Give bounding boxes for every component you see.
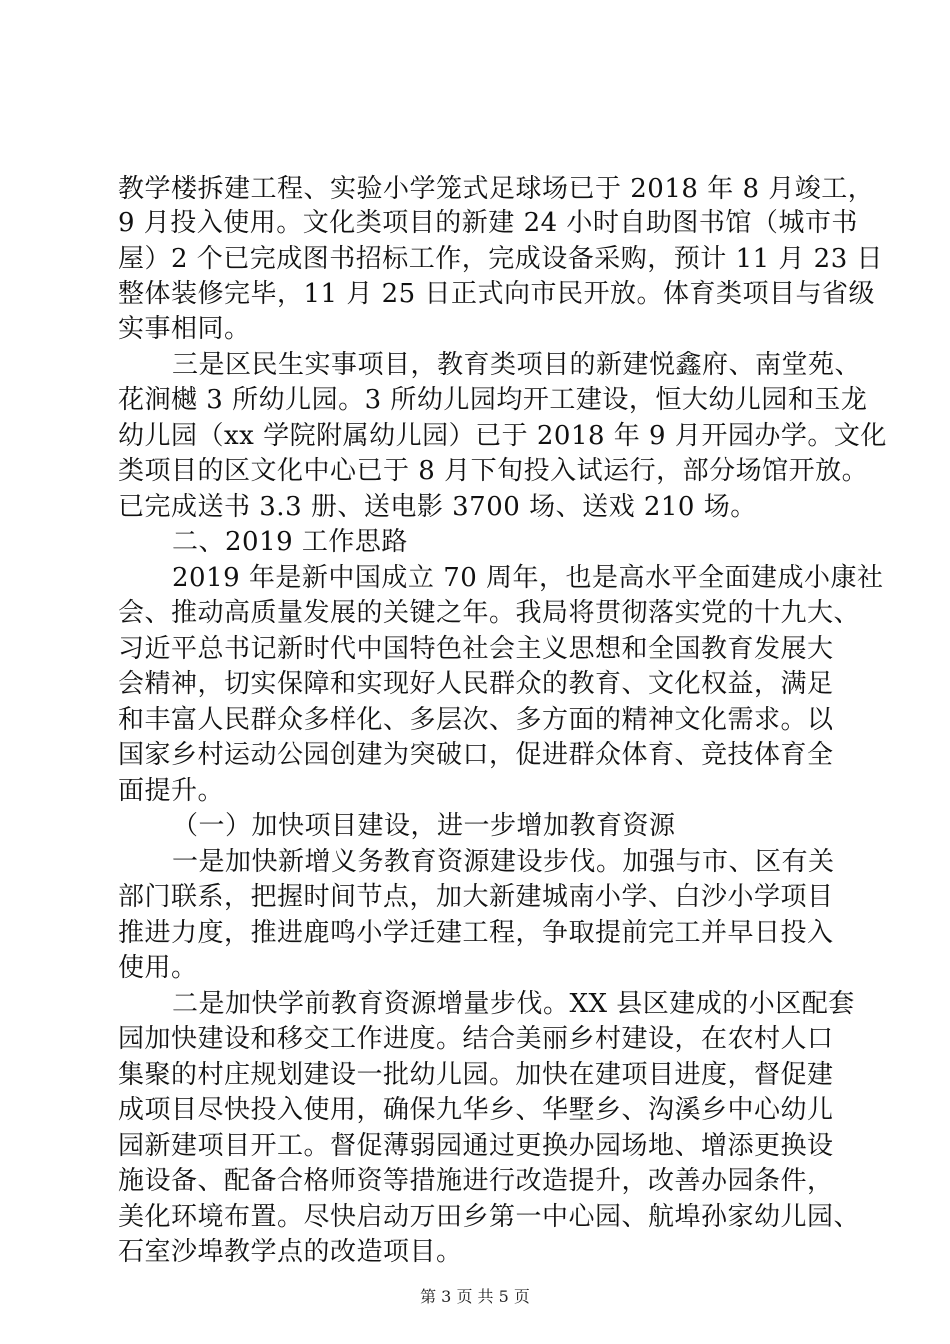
paragraph-line: 整体装修完毕，11 月 25 日正式向市民开放。体育类项目与省级: [118, 279, 875, 309]
paragraph-line: 屋）2 个已完成图书招标工作，完成设备采购，预计 11 月 23 日: [118, 244, 884, 274]
paragraph-line: 石室沙埠教学点的改造项目。: [118, 1237, 463, 1267]
paragraph-line: 类项目的区文化中心已于 8 月下旬投入试运行，部分场馆开放。: [118, 456, 869, 486]
paragraph-line: 成项目尽快投入使用，确保九华乡、华墅乡、沟溪乡中心幼儿: [118, 1095, 834, 1125]
subsection-heading: （一）加快项目建设，进一步增加教育资源: [172, 811, 676, 841]
section-heading: 二、2019 工作思路: [172, 527, 408, 557]
paragraph-line: 会、推动高质量发展的关键之年。我局将贯彻落实党的十九大、: [118, 598, 861, 628]
paragraph-line: 使用。: [118, 953, 198, 983]
paragraph-line: 部门联系，把握时间节点，加大新建城南小学、白沙小学项目: [118, 882, 834, 912]
paragraph-line: 实事相同。: [118, 314, 251, 344]
page-footer: 第 3 页 共 5 页: [420, 1287, 530, 1306]
paragraph-line: 美化环境布置。尽快启动万田乡第一中心园、航埠孙家幼儿园、: [118, 1202, 861, 1232]
paragraph-line: 教学楼拆建工程、实验小学笼式足球场已于 2018 年 8 月竣工，: [118, 174, 875, 204]
paragraph-line: 二是加快学前教育资源增量步伐。XX 县区建成的小区配套: [172, 989, 855, 1019]
paragraph-line: 推进力度，推进鹿鸣小学迁建工程，争取提前完工并早日投入: [118, 918, 834, 948]
paragraph-line: 园加快建设和移交工作进度。结合美丽乡村建设，在农村人口: [118, 1024, 834, 1054]
paragraph-line: 幼儿园（xx 学院附属幼儿园）已于 2018 年 9 月开园办学。文化: [118, 421, 887, 451]
paragraph-line: 已完成送书 3.3 册、送电影 3700 场、送戏 210 场。: [118, 492, 757, 522]
paragraph-line: 国家乡村运动公园创建为突破口，促进群众体育、竞技体育全: [118, 740, 834, 770]
paragraph-line: 2019 年是新中国成立 70 周年，也是高水平全面建成小康社: [172, 563, 884, 593]
paragraph-line: 集聚的村庄规划建设一批幼儿园。加快在建项目进度，督促建: [118, 1060, 834, 1090]
paragraph-line: 施设备、配备合格师资等措施进行改造提升，改善办园条件，: [118, 1166, 834, 1196]
paragraph-line: 面提升。: [118, 776, 225, 806]
paragraph-line: 一是加快新增义务教育资源建设步伐。加强与市、区有关: [172, 847, 835, 877]
paragraph-line: 园新建项目开工。督促薄弱园通过更换办园场地、增添更换设: [118, 1131, 834, 1161]
paragraph-line: 和丰富人民群众多样化、多层次、多方面的精神文化需求。以: [118, 705, 834, 735]
paragraph-line: 会精神，切实保障和实现好人民群众的教育、文化权益，满足: [118, 669, 834, 699]
paragraph-line: 习近平总书记新时代中国特色社会主义思想和全国教育发展大: [118, 634, 834, 664]
paragraph-line: 花涧樾 3 所幼儿园。3 所幼儿园均开工建设，恒大幼儿园和玉龙: [118, 385, 868, 415]
paragraph-line: 9 月投入使用。文化类项目的新建 24 小时自助图书馆（城市书: [118, 208, 858, 238]
paragraph-line: 三是区民生实事项目，教育类项目的新建悦鑫府、南堂苑、: [172, 350, 862, 380]
